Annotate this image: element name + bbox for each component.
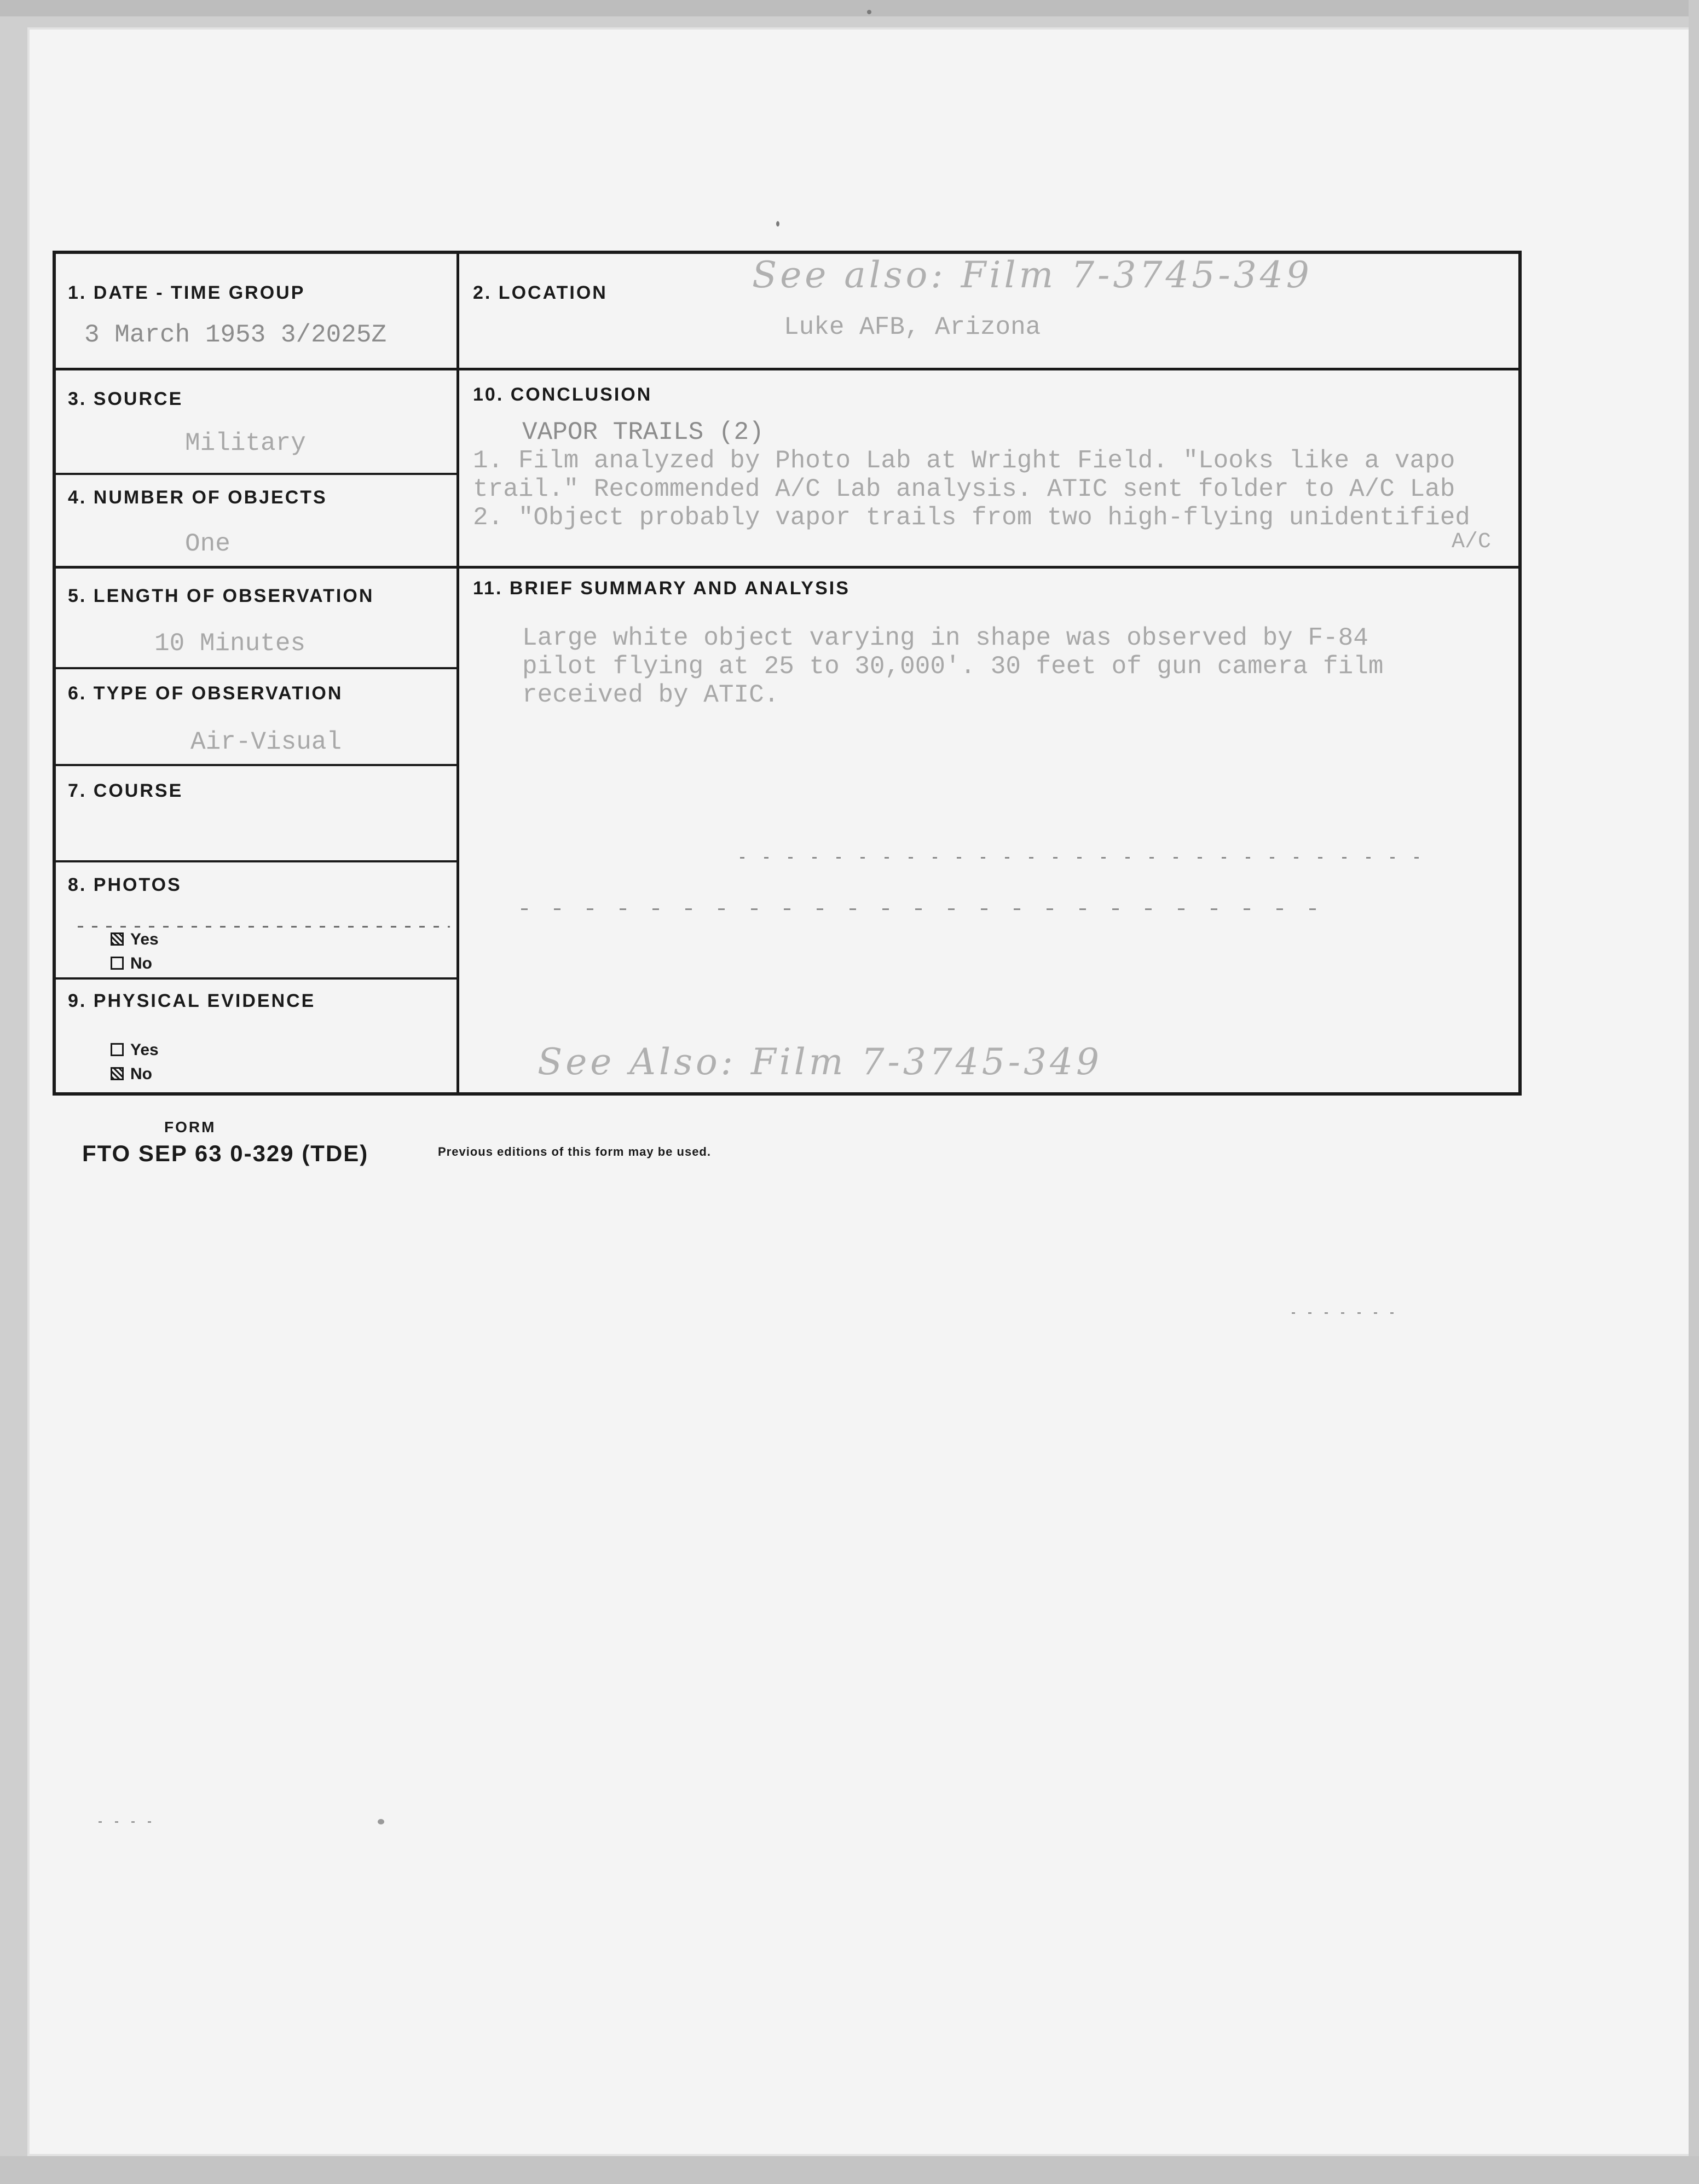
photos-no-option[interactable] [111, 954, 152, 973]
physical-evidence-no-label: No [130, 1065, 152, 1083]
photos-yes-label: Yes [130, 930, 159, 948]
date-time-group-label: 1. DATE - TIME GROUP [68, 282, 305, 303]
course-label: 7. COURSE [68, 780, 183, 801]
row-divider [56, 566, 1518, 569]
row-divider [56, 860, 456, 862]
location-handwritten-note: See also: Film 7-3745-349 [752, 254, 1313, 296]
number-of-objects-label: 4. NUMBER OF OBJECTS [68, 487, 327, 508]
summary-line: pilot flying at 25 to 30,000'. 30 feet of gun camera film [522, 652, 1384, 681]
physical-evidence-yes-checkbox[interactable] [111, 1043, 124, 1056]
photos-yes-checkbox[interactable] [111, 932, 124, 946]
row-divider [56, 667, 456, 669]
photos-yes-option[interactable] [111, 930, 159, 949]
physical-evidence-yes-option[interactable] [111, 1041, 159, 1059]
column-divider [456, 254, 459, 1096]
brief-summary-label: 11. BRIEF SUMMARY AND ANALYSIS [473, 578, 850, 599]
scan-speck [378, 1819, 384, 1824]
date-time-group-value: 3 March 1953 3/2025Z [84, 321, 387, 349]
scan-marks [99, 1821, 164, 1823]
physical-evidence-no-checkbox[interactable] [111, 1067, 124, 1080]
summary-line: received by ATIC. [522, 681, 779, 709]
summary-line: Large white object varying in shape was observed by F-84 [522, 624, 1368, 652]
scan-right-edge [1689, 0, 1699, 2184]
photos-no-checkbox[interactable] [111, 957, 124, 970]
type-of-observation-label: 6. TYPE OF OBSERVATION [68, 683, 343, 704]
conclusion-line: 2. "Object probably vapor trails from two high-flying unidentified [473, 503, 1470, 532]
location-label: 2. LOCATION [473, 282, 608, 303]
photos-label: 8. PHOTOS [68, 874, 182, 895]
conclusion-label: 10. CONCLUSION [473, 384, 652, 405]
scan-speck [776, 221, 779, 227]
photos-no-label: No [130, 954, 152, 972]
report-form [53, 251, 1522, 1096]
form-word: FORM [164, 1119, 216, 1136]
conclusion-line: trail." Recommended A/C Lab analysis. ATIC sent folder to A/C Lab [473, 475, 1455, 503]
scan-speck [867, 10, 871, 14]
row-divider [56, 473, 456, 475]
type-of-observation-value: Air-Visual [190, 728, 342, 756]
source-value: Military [185, 429, 306, 457]
summary-handwritten-note: See Also: Film 7-3745-349 [538, 1041, 1103, 1083]
dotted-rule [521, 908, 1331, 910]
physical-evidence-yes-label: Yes [130, 1041, 159, 1059]
previous-editions-notice: Previous editions of this form may be used. [438, 1145, 711, 1158]
form-identifier: FTO SEP 63 0-329 (TDE) [82, 1140, 369, 1166]
scan-bottom-edge [0, 2156, 1699, 2184]
physical-evidence-no-option[interactable] [111, 1065, 152, 1084]
length-of-observation-value: 10 Minutes [154, 629, 306, 658]
conclusion-line: A/C [1452, 530, 1492, 554]
length-of-observation-label: 5. LENGTH OF OBSERVATION [68, 586, 374, 606]
dotted-rule [78, 926, 450, 928]
conclusion-line: 1. Film analyzed by Photo Lab at Wright Field. "Looks like a vapo [473, 447, 1455, 475]
row-divider [56, 977, 456, 980]
conclusion-heading: VAPOR TRAILS (2) [522, 418, 764, 447]
location-value: Luke AFB, Arizona [784, 313, 1041, 341]
scan-top-edge [0, 0, 1699, 16]
physical-evidence-label: 9. PHYSICAL EVIDENCE [68, 990, 316, 1011]
source-label: 3. SOURCE [68, 389, 183, 409]
number-of-objects-value: One [185, 530, 230, 558]
dotted-rule [740, 857, 1419, 859]
row-divider [56, 368, 1518, 370]
scan-marks [1292, 1312, 1401, 1314]
row-divider [56, 764, 456, 766]
